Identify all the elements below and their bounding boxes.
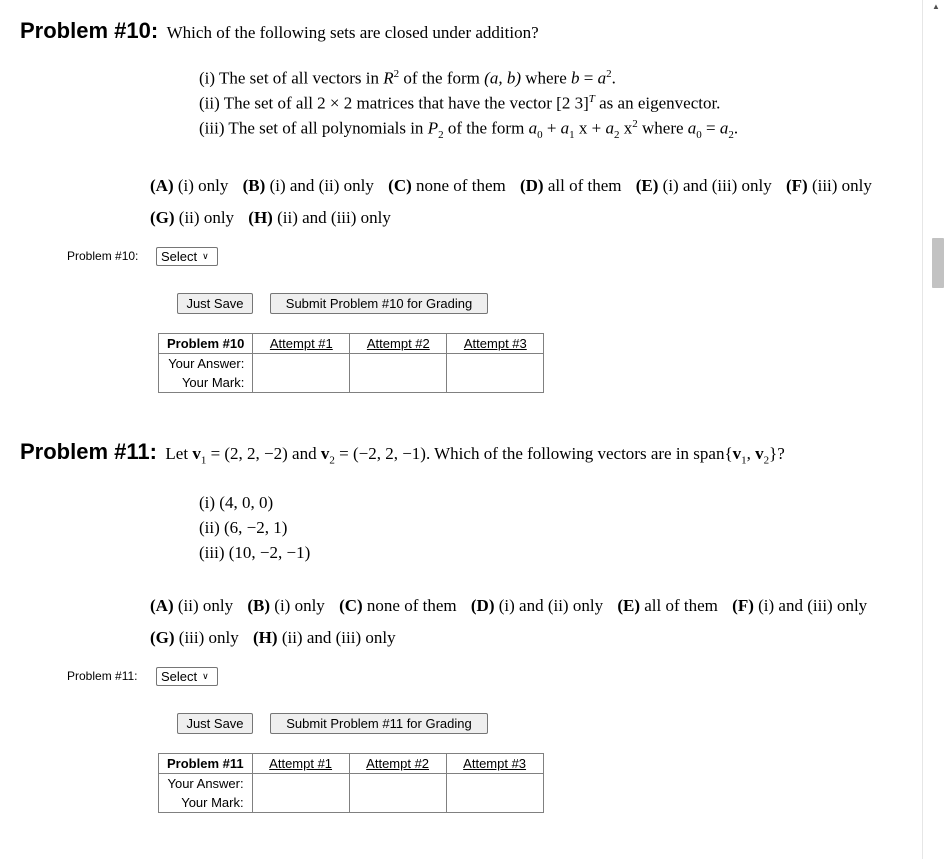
problem-11-number: Problem #11: [20,439,157,464]
your-mark-label: Your Mark: [159,793,253,813]
problem-10-statement-3: (iii) The set of all polynomials in $P_2$ of the form $a_0 + a_1$ $x + a_2$ $x^2$ where $a_0 = a_2$. [199,118,739,142]
problem-11-choices-row-1 [150,596,877,616]
scroll-thumb[interactable] [932,238,944,288]
choice-b: (B) (i) only [247,596,325,615]
attempt-2-cell [349,774,446,813]
choice-a: (A) (ii) only [150,596,234,615]
choice-h: (H) (ii) and (iii) only [248,208,391,227]
problem-11-attempts-table [158,753,544,813]
attempt-1-cell [253,354,350,393]
problem-11-statement-3: (iii) (10, −2, −1) [199,543,311,562]
just-save-button[interactable]: Just Save [177,713,253,734]
problem-10-number: Problem #10: [20,18,159,43]
problem-10-statement-1: (i) The set of all vectors in $R^2$ of the form (a, b) where $b = a^2$. [199,68,616,88]
choice-c: (C) none of them [339,596,457,615]
attempt-3-link[interactable]: Attempt #3 [463,756,527,771]
attempt-3-cell [446,774,543,813]
problem-11-choices-row-2 [150,628,406,648]
table-head: Problem #10 [159,334,253,354]
problem-10-heading [20,18,539,44]
submit-problem-10-button[interactable]: Submit Problem #10 for Grading [270,293,488,314]
your-mark-label: Your Mark: [159,373,253,393]
attempt-3-cell [447,354,544,393]
attempt-2-cell [350,354,447,393]
chevron-down-icon: ∨ [202,251,209,261]
attempt-3-link[interactable]: Attempt #3 [463,336,527,351]
problem-10-attempts-table [158,333,544,393]
problem-11-heading [20,439,785,466]
problem-11-statement-2: (ii) (6, −2, 1) [199,518,288,537]
chevron-down-icon: ∨ [202,671,209,681]
problem-10-choices-row-1 [150,176,882,196]
choice-h: (H) (ii) and (iii) only [253,628,396,647]
choice-g: (G) (ii) only [150,208,235,227]
choice-e: (E) (i) and (iii) only [635,176,772,195]
attempt-1-cell [252,774,349,813]
table-head: Problem #11 [159,754,253,774]
choice-c: (C) none of them [388,176,506,195]
attempt-1-link[interactable]: Attempt #1 [269,336,333,351]
choice-b: (B) (i) and (ii) only [242,176,374,195]
select-value: Select [161,249,198,264]
attempt-2-link[interactable]: Attempt #2 [366,336,430,351]
just-save-button[interactable]: Just Save [177,293,253,314]
choice-d: (D) all of them [519,176,622,195]
problem-11-select-label: Problem #11: [67,669,138,683]
problem-10-answer-select[interactable] [156,247,218,266]
select-value: Select [161,669,198,684]
choice-f: (F) (iii) only [785,176,872,195]
attempt-2-link[interactable]: Attempt #2 [366,756,430,771]
scroll-up-arrow-icon[interactable]: ▲ [932,2,940,11]
choice-f: (F) (i) and (iii) only [732,596,868,615]
problem-10-statement-2: (ii) The set of all 2 × 2 matrices that have the vector [2 3]$^T$ as an eigenvector. [199,93,721,113]
problem-10-question: Which of the following sets are closed under addition? [166,23,539,42]
problem-11-statement-1: (i) (4, 0, 0) [199,493,274,512]
your-answer-label: Your Answer: [159,354,253,374]
choice-a: (A) (i) only [150,176,229,195]
problem-10-select-label: Problem #10: [67,249,139,263]
problem-11-question: Let $v_1 = (2$, 2, −2) and $v_2 = (-2$, 2, −1). Which of the following vectors are in $span\{v_1$, $v_2$}? [165,444,785,467]
choice-e: (E) all of them [617,596,718,615]
choice-d: (D) (i) and (ii) only [470,596,604,615]
choice-g: (G) (iii) only [150,628,239,647]
problem-10-choices-row-2 [150,208,401,228]
problem-11-answer-select[interactable] [156,667,218,686]
vertical-scrollbar[interactable] [922,0,949,859]
submit-problem-11-button[interactable]: Submit Problem #11 for Grading [270,713,488,734]
your-answer-label: Your Answer: [159,774,253,794]
attempt-1-link[interactable]: Attempt #1 [269,756,333,771]
